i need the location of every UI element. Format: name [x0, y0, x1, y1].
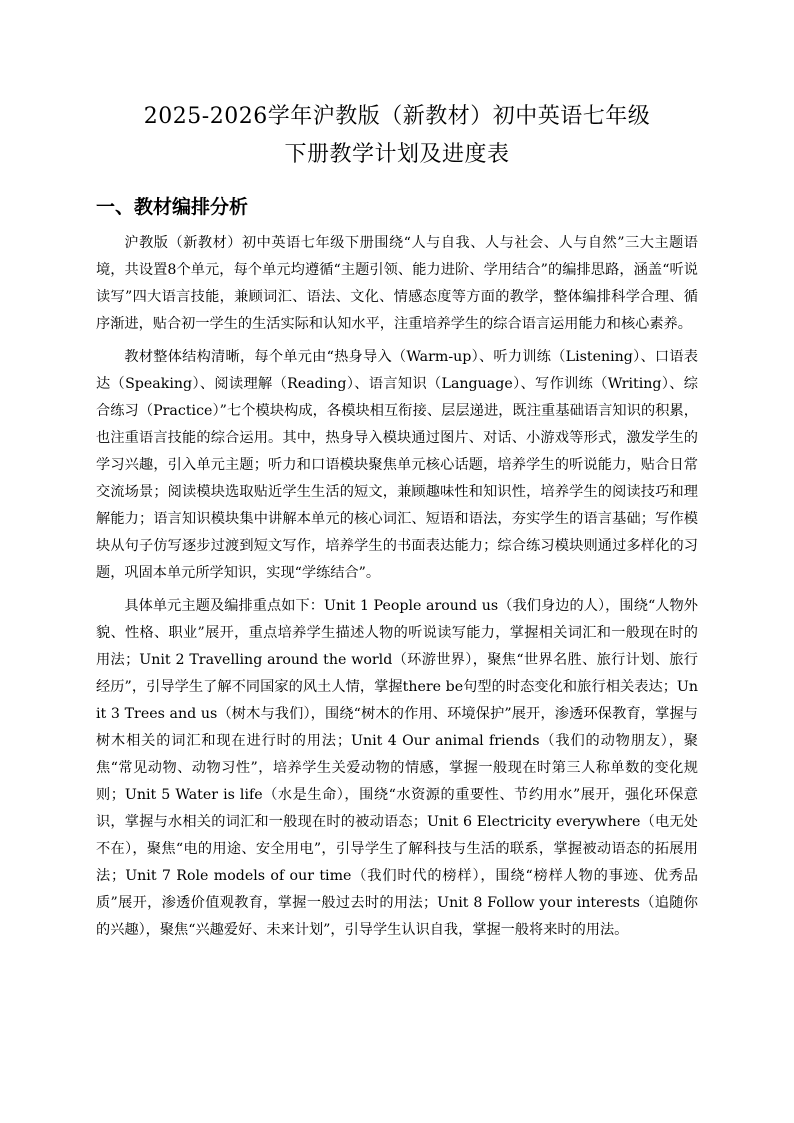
paragraph-units: 具体单元主题及编排重点如下：Unit 1 People around us（我们身边的人），围绕“人物外貌、性格、职业”展开，重点培养学生描述人物的听说读写能力，掌握相关词汇和一般现在时的用法；Unit 2 Travelling around the world（环游世界），聚焦“世界名胜、旅行计划、旅行经历”，引导学生了解不同国家的风土人情，掌握there be句型的时态变化和旅行相关表达；Unit 3 Trees and us（树木与我们），围绕“树木的作用、环境保护”展开，渗透环保教育，掌握与树木相关的词汇和现在进行时的用法；Unit 4 Our animal friends（我们的动物朋友），聚焦“常见动物、动物习性”，培养学生关爱动物的情感，掌握一般现在时第三人称单数的变化规则；Unit 5 Water is life（水是生命），围绕“水资源的重要性、节约用水”展开，强化环保意识，掌握与水相关的词汇和一般现在时的被动语态；Unit 6 Electricity everywhere（电无处不在），聚焦“电的用途、安全用电”，引导学生了解科技与生活的联系，掌握被动语态的拓展用法；Unit 7 Role models of our time（我们时代的榜样），围绕“榜样人物的事迹、优秀品质”展开，渗透价值观教育，掌握一般过去时的用法；Unit 8 Follow your interests（追随你的兴趣），聚焦“兴趣爱好、未来计划”，引导学生认识自我，掌握一般将来时的用法。 [96, 598, 698, 938]
paragraph-overview: 沪教版（新教材）初中英语七年级下册围绕“人与自我、人与社会、人与自然”三大主题语境，共设置8个单元，每个单元均遵循“主题引领、能力进阶、学用结合”的编排思路，涵盖“听说读写”四大语言技能，兼顾词汇、语法、文化、情感态度等方面的教学，整体编排科学合理、循序渐进，贴合初一学生的生活实际和认知水平，注重培养学生的综合语言运用能力和核心素养。 [96, 235, 698, 332]
document-title [96, 98, 698, 174]
section-heading: 一、教材编排分析 [96, 196, 249, 218]
title-line-1: 2025-2026学年沪教版（新教材）初中英语七年级 [143, 104, 651, 129]
title-line-2: 下册教学计划及进度表 [284, 142, 510, 167]
paragraph-structure: 教材整体结构清晰，每个单元由“热身导入（Warm-up）、听力训练（Listening）、口语表达（Speaking）、阅读理解（Reading）、语言知识（Language）、写作训练（Writing）、综合练习（Practice）”七个模块构成，各模块相互衔接、层层递进，既注重基础语言知识的积累，也注重语言技能的综合运用。其中，热身导入模块通过图片、对话、小游戏等形式，激发学生的学习兴趣，引入单元主题；听力和口语模块聚焦单元核心话题，培养学生的听说能力，贴合日常交流场景；阅读模块选取贴近学生生活的短文，兼顾趣味性和知识性，培养学生的阅读技巧和理解能力；语言知识模块集中讲解本单元的核心词汇、短语和语法，夯实学生的语言基础；写作模块从句子仿写逐步过渡到短文写作，培养学生的书面表达能力；综合练习模块则通过多样化的习题，巩固本单元所学知识，实现“学练结合”。 [96, 349, 698, 581]
